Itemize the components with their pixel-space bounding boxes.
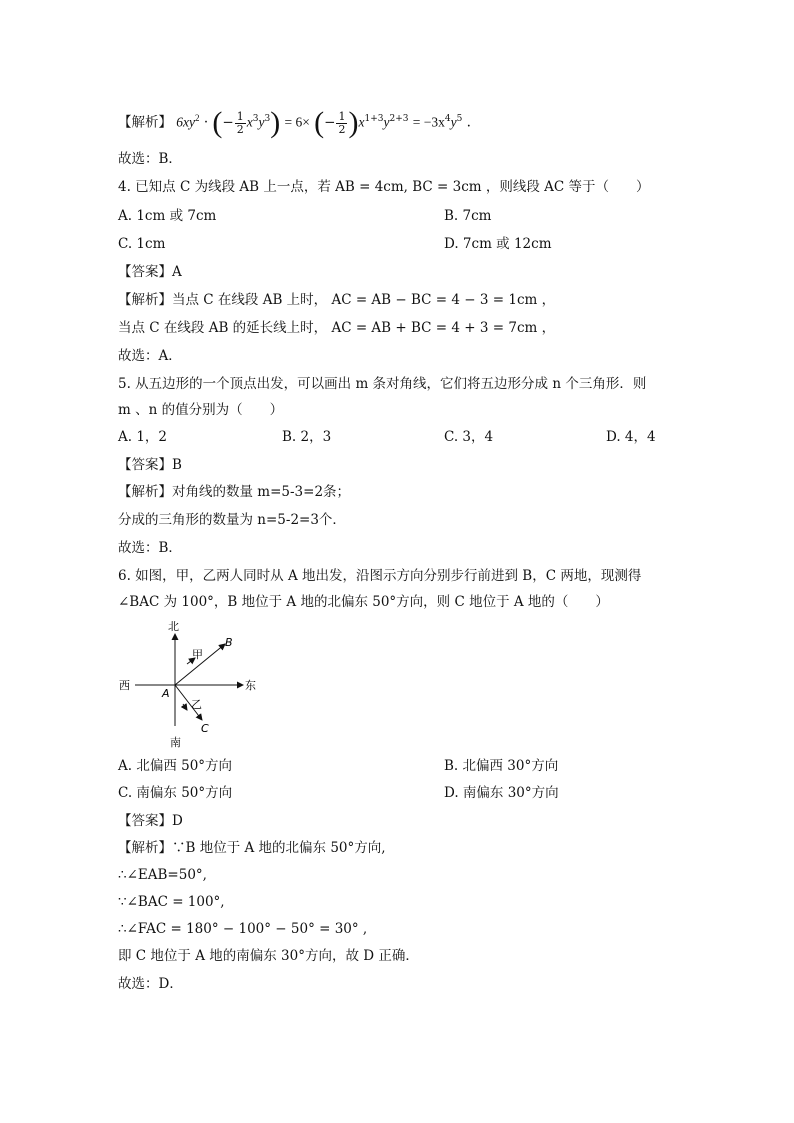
left-paren-2: (: [314, 106, 325, 139]
q6-option-b: B. 北偏西 30°方向: [444, 758, 559, 774]
y-exp: 3: [264, 114, 271, 124]
point-b-label: B: [225, 636, 233, 649]
analysis-label: 【解析】: [118, 114, 172, 131]
q5-analysis-1: 【解析】对角线的数量 m=5-3=2条；: [118, 484, 351, 500]
q6-analysis-1: 【解析】∵B 地位于 A 地的北偏东 50°方向,: [118, 840, 386, 856]
q6-analysis-5: 即 C 地位于 A 地的南偏东 30°方向，故 D 正确．: [118, 948, 419, 964]
q4-analysis-1: 【解析】当点 C 在线段 AB 上时， AC = AB − BC = 4 − 3 = 1cm ，: [118, 292, 556, 308]
q6-stem-1: 6. 如图，甲，乙两人同时从 A 地出发，沿图示方向分别步行前进到 B，C 两地，现测得: [118, 568, 642, 584]
end-period: .: [466, 114, 471, 131]
jia-label: 甲: [192, 648, 203, 661]
q6-stem-2: ∠BAC 为 100°，B 地位于 A 地的北偏东 50°方向，则 C 地位于 A 地的（ ）: [118, 594, 609, 610]
y-pow: 2+3: [389, 114, 409, 124]
q6-analysis-2: ∴∠EAB=50°,: [118, 867, 207, 883]
q4-option-a: A. 1cm 或 7cm: [118, 208, 217, 224]
left-paren: (: [212, 106, 223, 139]
fraction-half: [235, 111, 246, 136]
x-term: x: [246, 114, 253, 130]
dot: ·: [203, 114, 209, 131]
q4-analysis-2: 当点 C 在线段 AB 的延长线上时， AC = AB + BC = 4 + 3 = 7cm ，: [118, 320, 556, 336]
q4-answer: 【答案】A: [118, 264, 182, 280]
x-pow: 1+3: [364, 114, 384, 124]
q5-stem-2: m 、n 的值分别为（ ）: [118, 402, 284, 418]
fraction-denominator: 2: [236, 122, 244, 136]
q6-choice: 故选：D．: [118, 976, 183, 992]
minus-sign-2: −: [324, 114, 336, 131]
expr-left: 6xy: [176, 114, 196, 130]
q5-option-c: C. 3，4: [444, 429, 494, 445]
q6-analysis-3: ∵∠BAC = 100°,: [118, 894, 225, 910]
q4-option-c: C. 1cm: [118, 236, 166, 252]
q6-option-c: C. 南偏东 50°方向: [118, 785, 233, 801]
east-label: 东: [245, 679, 256, 692]
result: = −3x: [412, 114, 445, 130]
x-exp: 3: [252, 114, 259, 124]
q6-option-d: D. 南偏东 30°方向: [444, 785, 559, 801]
right-paren: ): [270, 106, 281, 139]
point-c-label: C: [201, 722, 209, 735]
q5-option-d: D. 4，4: [606, 429, 656, 445]
fraction-denominator-2: 2: [338, 122, 346, 136]
q4-option-b: B. 7cm: [444, 208, 492, 224]
q6-option-a: A. 北偏西 50°方向: [118, 758, 233, 774]
q5-answer: 【答案】B: [118, 457, 182, 473]
q5-analysis-2: 分成的三角形的数量为 n=5-2=3个．: [118, 512, 346, 528]
yi-label: 乙: [191, 698, 202, 711]
q3-analysis-line: [118, 106, 471, 139]
north-label: 北: [168, 620, 179, 633]
q6-answer: 【答案】D: [118, 813, 183, 829]
result-y-exp: 5: [456, 114, 463, 124]
expr-left-exp: 2: [195, 113, 200, 123]
q6-analysis-4: ∴∠FAC = 180° − 100° − 50° = 30° ,: [118, 921, 368, 937]
q4-option-d: D. 7cm 或 12cm: [444, 236, 552, 252]
west-label: 西: [119, 679, 130, 692]
compass-figure: [115, 618, 260, 748]
q5-choice: 故选：B．: [118, 540, 182, 556]
q3-choice: 故选：B．: [118, 151, 182, 167]
result-x-exp: 4: [444, 114, 451, 124]
q4-stem: 4. 已知点 C 为线段 AB 上一点，若 AB = 4cm, BC = 3cm ，则线段 AC 等于（ ）: [118, 179, 650, 195]
q5-option-b: B. 2，3: [282, 429, 332, 445]
equals-six-times: = 6×: [284, 114, 310, 130]
fraction-numerator-2: 1: [338, 109, 346, 123]
right-paren-2: ): [348, 106, 359, 139]
q5-stem-1: 5. 从五边形的一个顶点出发，可以画出 m 条对角线，它们将五边形分成 n 个三角形．则: [118, 376, 647, 392]
south-label: 南: [170, 736, 181, 748]
q4-choice: 故选：A．: [118, 348, 182, 364]
minus-sign: −: [222, 114, 234, 131]
point-a-label: A: [162, 687, 170, 700]
q5-option-a: A. 1，2: [118, 429, 168, 445]
yi-arrow: [183, 704, 187, 710]
x-term-2: x: [358, 114, 365, 130]
result-y: y: [450, 114, 457, 130]
y-term-2: y: [383, 114, 390, 130]
y-term: y: [258, 114, 265, 130]
fraction-half-2: [336, 111, 347, 136]
fraction-numerator: 1: [236, 109, 244, 123]
